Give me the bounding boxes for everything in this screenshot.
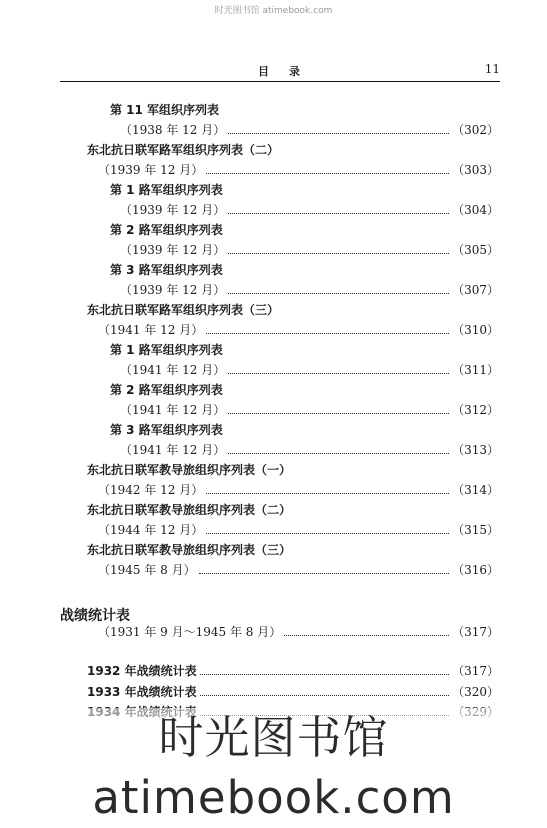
toc-page-number: （320） [452,685,499,699]
toc-entry-text: 第 3 路军组织序列表 [110,263,223,277]
toc-entry [98,561,499,578]
toc-page-number: （304） [452,203,499,217]
toc-entry-text: （1931 年 9 月～1945 年 8 月） [98,625,282,639]
toc-entry-text: 第 2 路军组织序列表 [110,383,223,397]
toc-page-number: （317） [452,625,499,639]
dot-leader [284,634,449,636]
toc-entry-title [110,381,223,398]
toc-entry-text: 1933 年战绩统计表 [87,685,197,699]
header-title: 目录 [258,65,320,78]
toc-entry-title [110,181,223,198]
toc-entry-title [87,461,291,478]
dot-leader [228,412,449,414]
toc-entry-text: 第 3 路军组织序列表 [110,423,223,437]
dot-leader [200,673,450,675]
toc-page-number: （312） [452,403,499,417]
toc-entry-text: 第 1 路军组织序列表 [110,343,223,357]
toc-page-number: （302） [452,123,499,137]
toc-page-number: （317） [452,664,499,678]
toc-page-number: （316） [452,563,499,577]
top-watermark: 时光图书馆 atimebook.com [214,6,333,16]
toc-entry-text: （1939 年 12 月） [120,203,226,217]
toc-entry-text: 东北抗日联军教导旅组织序列表（二） [87,503,292,517]
toc-entry [98,321,499,338]
header-rule [60,81,500,82]
toc-page-number: （310） [452,323,499,337]
toc-entry-title [110,261,223,278]
toc-entry-text: （1938 年 12 月） [120,123,226,137]
toc-entry-title [110,421,223,438]
toc-entry [120,401,499,418]
dot-leader [200,694,450,696]
toc-entry-text: （1939 年 12 月） [120,283,226,297]
toc-page-number: （313） [452,443,499,457]
toc-entry-title [110,341,223,358]
toc-entry-text: （1944 年 12 月） [98,523,204,537]
toc-entry-title [110,101,219,118]
toc-entry [120,201,499,218]
toc-page-number: （314） [452,483,499,497]
dot-leader [228,292,449,294]
toc-entry [120,121,499,138]
toc-entry [87,683,499,700]
toc-entry [120,441,499,458]
toc-entry-text: 东北抗日联军教导旅组织序列表（一） [87,463,292,477]
toc-entry [120,361,499,378]
page-header [60,62,500,80]
dot-leader [228,372,449,374]
toc-page-number: （305） [452,243,499,257]
toc-entry-text: 第 2 路军组织序列表 [110,223,223,237]
toc-entry-text: 东北抗日联军教导旅组织序列表（三） [87,543,292,557]
toc-entry-text: 东北抗日联军路军组织序列表（三） [87,303,280,317]
bottom-watermark: 时光图书馆atimebook.com [0,708,547,768]
toc-entry-title [87,501,291,518]
dot-leader [206,492,449,494]
toc-page-number: （303） [452,163,499,177]
toc-entry-text: （1939 年 12 月） [98,163,204,177]
toc-entry-title [87,301,279,318]
toc-entry-title [87,541,291,558]
toc-entry-text: （1941 年 12 月） [98,323,204,337]
toc-entry [120,281,499,298]
toc-entry-text: 第 1 路军组织序列表 [110,183,223,197]
toc-entry-title [110,221,223,238]
toc-entry-text: （1939 年 12 月） [120,243,226,257]
toc-page-number: （311） [452,363,499,377]
toc-entry-text: 第 11 军组织序列表 [110,103,220,117]
toc-entry [98,521,499,538]
toc-entry-text: （1941 年 12 月） [120,443,226,457]
toc-entry-text: （1945 年 8 月） [98,563,196,577]
dot-leader [206,532,449,534]
dot-leader [228,452,449,454]
toc-page-number: （307） [452,283,499,297]
header-page-number: 11 [484,62,500,76]
toc-entry-title [87,141,279,158]
toc-entry-text: （1942 年 12 月） [98,483,204,497]
toc-entry [120,241,499,258]
toc-entry [98,161,499,178]
toc-entry-text: 东北抗日联军路军组织序列表（二） [87,143,280,157]
dot-leader [228,212,449,214]
dot-leader [206,172,449,174]
toc-entry [87,662,499,679]
toc-entry [98,623,499,640]
toc-entry [98,481,499,498]
dot-leader [199,572,449,574]
toc-entry-text: （1941 年 12 月） [120,403,226,417]
section-heading: 战绩统计表 [60,608,130,624]
dot-leader [228,252,449,254]
dot-leader [228,132,449,134]
toc-page-number: （315） [452,523,499,537]
dot-leader [206,332,449,334]
toc-entry-text: 1932 年战绩统计表 [87,664,197,678]
toc-entry-text: （1941 年 12 月） [120,363,226,377]
